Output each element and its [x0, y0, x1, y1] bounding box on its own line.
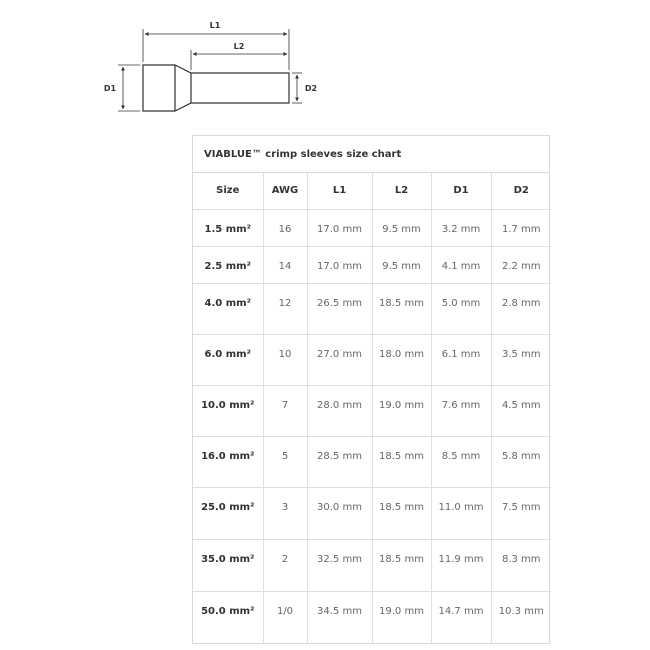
cell-size: 16.0 mm²	[193, 436, 263, 487]
table-row	[193, 436, 551, 487]
cell-size: 10.0 mm²	[193, 385, 263, 436]
table-row	[193, 539, 551, 591]
cell-d2: 1.7 mm	[491, 209, 551, 246]
size-table	[193, 173, 551, 643]
cell-l2: 18.5 mm	[372, 283, 431, 334]
cell-l2: 19.0 mm	[372, 591, 431, 643]
cell-l2: 18.5 mm	[372, 436, 431, 487]
cell-d2: 2.8 mm	[491, 283, 551, 334]
cell-awg: 10	[263, 334, 307, 385]
cell-l1: 17.0 mm	[307, 209, 372, 246]
cell-l1: 26.5 mm	[307, 283, 372, 334]
cell-awg: 5	[263, 436, 307, 487]
cell-d1: 7.6 mm	[431, 385, 491, 436]
cell-d1: 11.0 mm	[431, 487, 491, 539]
cell-d1: 11.9 mm	[431, 539, 491, 591]
cell-d1: 14.7 mm	[431, 591, 491, 643]
table-row	[193, 487, 551, 539]
d1-label: D1	[103, 84, 117, 93]
table-row	[193, 591, 551, 643]
size-chart-table	[192, 135, 550, 644]
crimp-sleeve-diagram	[0, 0, 650, 130]
table-row	[193, 334, 551, 385]
cell-awg: 3	[263, 487, 307, 539]
cell-awg: 2	[263, 539, 307, 591]
cell-awg: 1/0	[263, 591, 307, 643]
cell-size: 2.5 mm²	[193, 246, 263, 283]
header-size: Size	[193, 173, 263, 209]
cell-d1: 5.0 mm	[431, 283, 491, 334]
cell-d2: 3.5 mm	[491, 334, 551, 385]
cell-awg: 7	[263, 385, 307, 436]
cell-l2: 9.5 mm	[372, 209, 431, 246]
cell-l1: 34.5 mm	[307, 591, 372, 643]
cell-d2: 5.8 mm	[491, 436, 551, 487]
cell-size: 6.0 mm²	[193, 334, 263, 385]
table-row	[193, 246, 551, 283]
l2-dimension	[191, 50, 287, 70]
header-l1: L1	[307, 173, 372, 209]
cell-size: 1.5 mm²	[193, 209, 263, 246]
cell-size: 4.0 mm²	[193, 283, 263, 334]
cell-l1: 30.0 mm	[307, 487, 372, 539]
cell-d1: 6.1 mm	[431, 334, 491, 385]
cell-size: 50.0 mm²	[193, 591, 263, 643]
cell-d2: 8.3 mm	[491, 539, 551, 591]
cell-awg: 12	[263, 283, 307, 334]
header-l2: L2	[372, 173, 431, 209]
cell-l2: 18.0 mm	[372, 334, 431, 385]
sleeve-shape	[143, 65, 289, 111]
table-row	[193, 283, 551, 334]
header-d2: D2	[491, 173, 551, 209]
header-row	[193, 173, 551, 209]
cell-l1: 27.0 mm	[307, 334, 372, 385]
table-row	[193, 209, 551, 246]
cell-d1: 4.1 mm	[431, 246, 491, 283]
cell-l2: 9.5 mm	[372, 246, 431, 283]
cell-d2: 10.3 mm	[498, 605, 544, 617]
l2-label: L2	[233, 42, 245, 51]
table-title: VIABLUE™ crimp sleeves size chart	[193, 136, 549, 173]
cell-l2: 19.0 mm	[372, 385, 431, 436]
cell-l1: 28.0 mm	[307, 385, 372, 436]
cell-awg: 16	[263, 209, 307, 246]
cell-size: 25.0 mm²	[193, 487, 263, 539]
cell-awg: 14	[263, 246, 307, 283]
cell-l2: 18.5 mm	[372, 487, 431, 539]
cell-l1: 28.5 mm	[307, 436, 372, 487]
cell-d2: 4.5 mm	[491, 385, 551, 436]
cell-size: 35.0 mm²	[193, 539, 263, 591]
cell-l2: 18.5 mm	[372, 539, 431, 591]
cell-d2: 7.5 mm	[491, 487, 551, 539]
l1-dimension	[143, 29, 289, 70]
cell-d2: 2.2 mm	[491, 246, 551, 283]
header-awg: AWG	[263, 173, 307, 209]
header-d1: D1	[431, 173, 491, 209]
d2-label: D2	[304, 84, 318, 93]
cell-l1: 17.0 mm	[307, 246, 372, 283]
l1-label: L1	[209, 21, 221, 30]
cell-l1: 32.5 mm	[307, 539, 372, 591]
d1-dimension	[118, 65, 140, 111]
cell-d1: 3.2 mm	[431, 209, 491, 246]
d2-dimension	[292, 73, 302, 103]
cell-d1: 8.5 mm	[431, 436, 491, 487]
table-row	[193, 385, 551, 436]
